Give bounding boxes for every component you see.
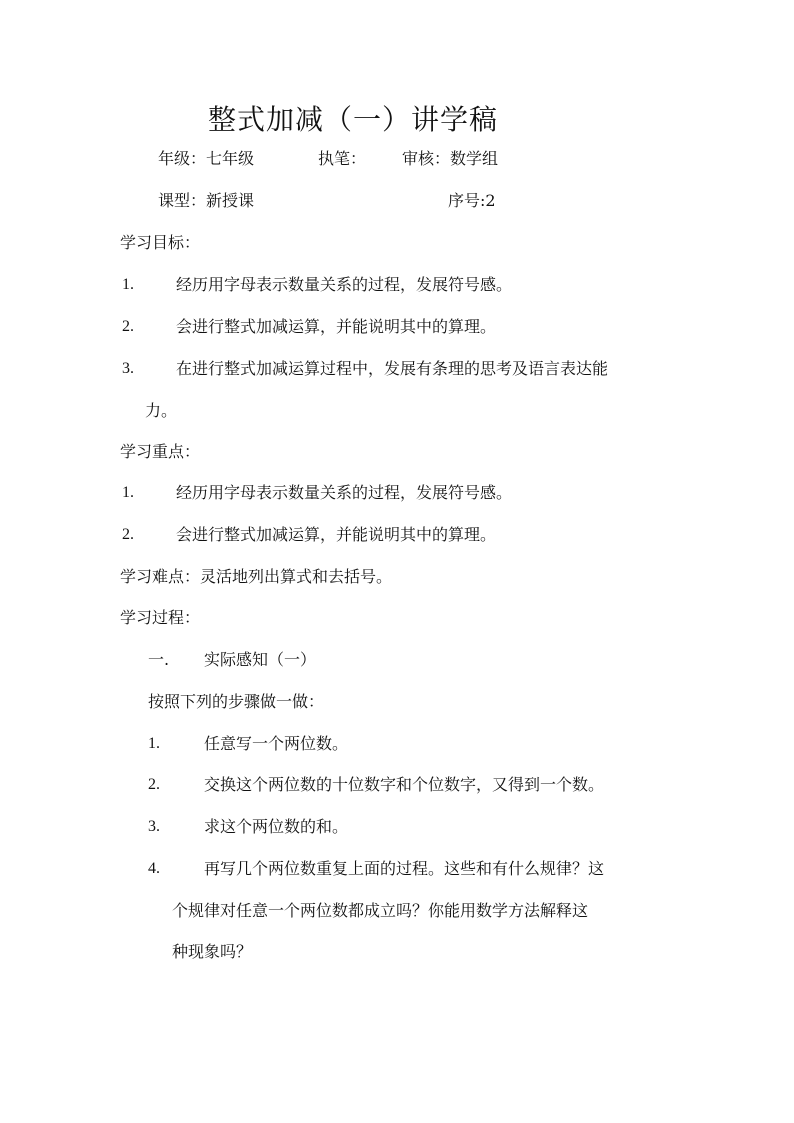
goal-2-text: 会进行整式加减运算，并能说明其中的算理。 bbox=[176, 317, 497, 336]
step-1-text: 任意写一个两位数。 bbox=[204, 734, 349, 753]
goal-3-number: 3. bbox=[122, 360, 134, 377]
reviewer-label: 审核：数学组 bbox=[402, 149, 499, 168]
goal-3-continuation: 力。 bbox=[145, 401, 178, 420]
goal-1-number: 1. bbox=[122, 276, 134, 293]
step-4-continuation-2: 种现象吗？ bbox=[172, 942, 253, 961]
goal-1-text: 经历用字母表示数量关系的过程，发展符号感。 bbox=[176, 275, 513, 294]
difficulty-line: 学习难点：灵活地列出算式和去括号。 bbox=[120, 567, 393, 586]
key-point-1-text: 经历用字母表示数量关系的过程，发展符号感。 bbox=[176, 483, 513, 502]
step-2-text: 交换这个两位数的十位数字和个位数字，又得到一个数。 bbox=[204, 775, 605, 794]
lesson-type-label: 课型：新授课 bbox=[158, 191, 255, 210]
step-4-continuation-1: 个规律对任意一个两位数都成立吗？你能用数学方法解释这 bbox=[172, 901, 589, 920]
step-4-text: 再写几个两位数重复上面的过程。这些和有什么规律？这 bbox=[204, 859, 605, 878]
step-4-number: 4. bbox=[148, 860, 160, 877]
steps-intro: 按照下列的步骤做一做： bbox=[148, 692, 325, 711]
key-point-2-number: 2. bbox=[122, 526, 134, 543]
page-title: 整式加减（一）讲学稿 bbox=[208, 103, 499, 136]
key-points-heading: 学习重点： bbox=[120, 442, 201, 461]
section-1-number: 一. bbox=[148, 650, 170, 669]
writer-label: 执笔： bbox=[318, 149, 367, 168]
section-1-title: 实际感知（一） bbox=[204, 650, 317, 669]
step-2-number: 2. bbox=[148, 776, 160, 793]
process-heading: 学习过程： bbox=[120, 608, 201, 627]
key-point-1-number: 1. bbox=[122, 484, 134, 501]
key-point-2-text: 会进行整式加减运算，并能说明其中的算理。 bbox=[176, 525, 497, 544]
grade-label: 年级：七年级 bbox=[158, 149, 255, 168]
step-3-text: 求这个两位数的和。 bbox=[204, 817, 349, 836]
goal-2-number: 2. bbox=[122, 318, 134, 335]
goal-3-text: 在进行整式加减运算过程中，发展有条理的思考及语言表达能 bbox=[176, 359, 609, 378]
goals-heading: 学习目标： bbox=[120, 233, 201, 252]
step-3-number: 3. bbox=[148, 818, 160, 835]
step-1-number: 1. bbox=[148, 735, 160, 752]
serial-label: 序号:2 bbox=[448, 191, 496, 210]
